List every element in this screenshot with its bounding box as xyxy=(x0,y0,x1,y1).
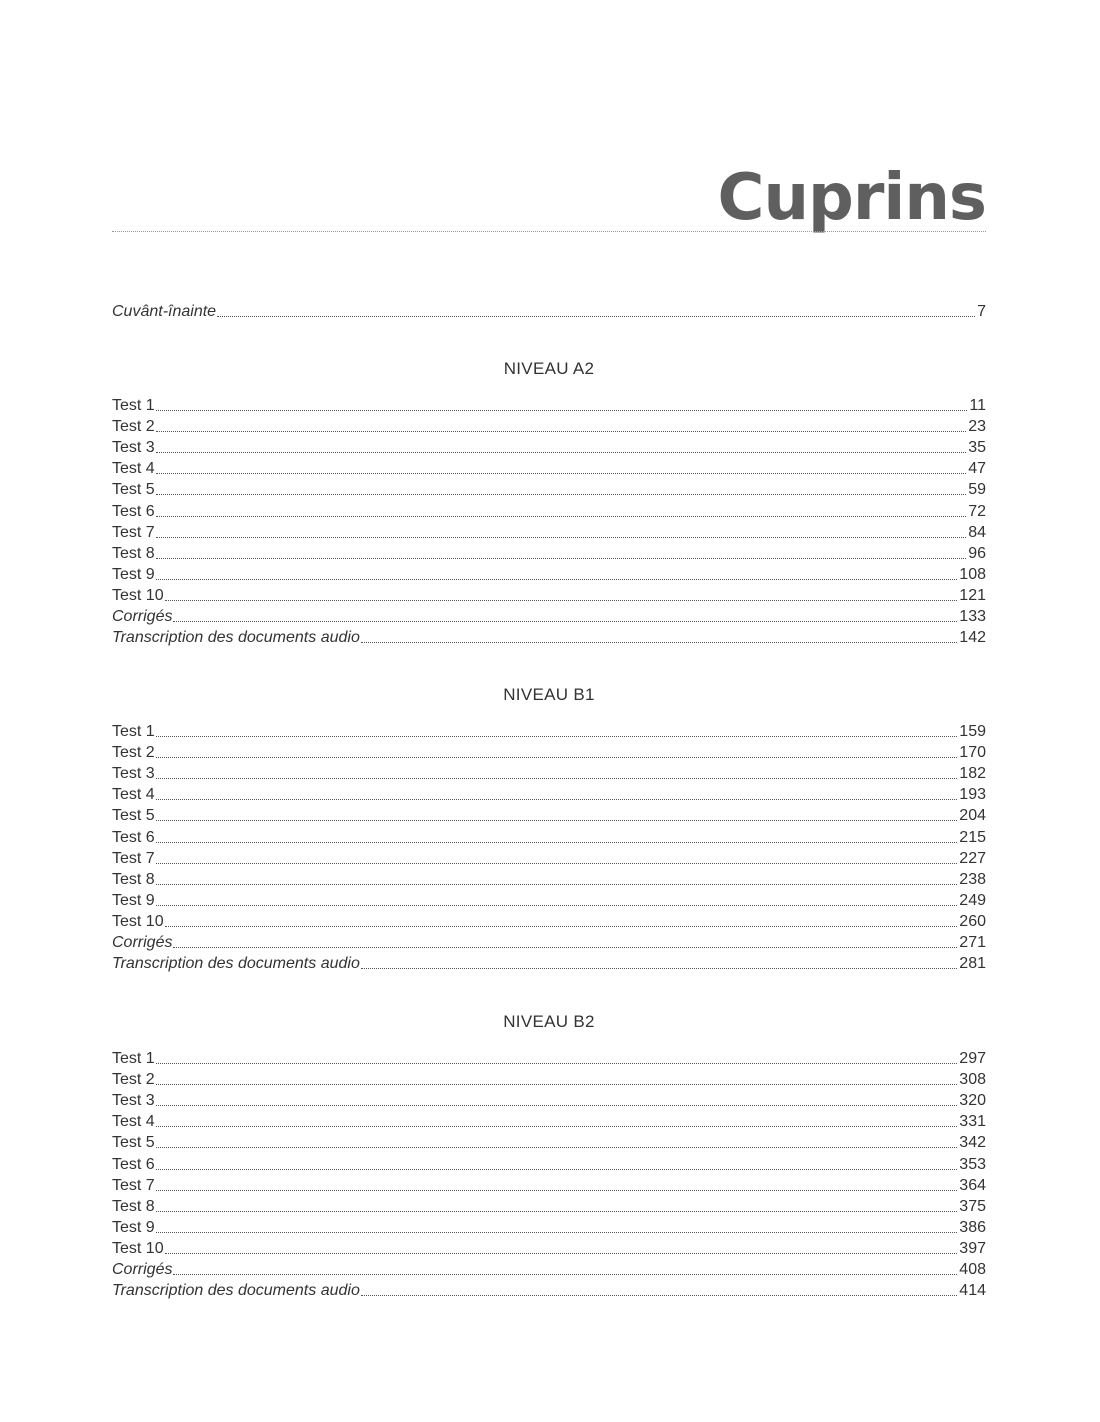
toc-entry-label: Test 8 xyxy=(112,1197,155,1215)
toc-entry[interactable] xyxy=(112,805,986,826)
toc-entry-page-number: 182 xyxy=(959,765,986,783)
dot-leader xyxy=(156,494,967,495)
toc-entry-page-number: 170 xyxy=(959,744,986,762)
dot-leader xyxy=(156,473,967,474)
toc-entry-page-number: 59 xyxy=(968,481,986,499)
dot-leader xyxy=(165,926,958,927)
toc-entry-page-number: 397 xyxy=(959,1239,986,1257)
toc-entry[interactable] xyxy=(112,1132,986,1153)
toc-entry-label: Corrigés xyxy=(112,934,173,951)
toc-entry-label: Test 7 xyxy=(112,849,155,867)
toc-entry[interactable] xyxy=(112,1217,986,1238)
dot-leader xyxy=(156,1126,958,1127)
toc-entry-foreword[interactable] xyxy=(112,301,986,322)
toc-entry-page-number: 249 xyxy=(959,891,986,909)
toc-entry[interactable] xyxy=(112,848,986,869)
toc-entry-page-number: 121 xyxy=(959,586,986,604)
toc-entry-page-number: 84 xyxy=(968,523,986,541)
toc-entry-page-number: 342 xyxy=(959,1134,986,1152)
dot-leader xyxy=(361,968,957,969)
toc-entry-label: Test 2 xyxy=(112,744,155,762)
dot-leader xyxy=(156,410,968,411)
toc-entry[interactable] xyxy=(112,1090,986,1111)
toc-entry-label: Test 1 xyxy=(112,1050,155,1067)
toc-entry[interactable] xyxy=(112,1048,986,1069)
dot-leader xyxy=(165,1253,958,1254)
toc-entry[interactable] xyxy=(112,416,986,437)
toc-entry-page-number: 375 xyxy=(959,1197,986,1215)
toc-entry-label: Test 5 xyxy=(112,807,155,825)
toc-entry[interactable] xyxy=(112,742,986,763)
dot-leader xyxy=(156,516,967,517)
dot-leader xyxy=(156,799,958,800)
toc-entry[interactable] xyxy=(112,585,986,606)
toc-entry[interactable] xyxy=(112,437,986,458)
dot-leader xyxy=(156,452,967,453)
toc-entry-label: Test 7 xyxy=(112,1176,155,1194)
toc-entry-page-number: 108 xyxy=(959,565,986,583)
dot-leader xyxy=(156,579,958,580)
toc-entry-page-number: 227 xyxy=(959,849,986,867)
dot-leader xyxy=(173,947,957,948)
dot-leader xyxy=(156,537,967,538)
toc-entry-page-number: 193 xyxy=(959,786,986,804)
toc-entry-label: Test 1 xyxy=(112,397,155,414)
toc-entry-label: Test 3 xyxy=(112,439,155,457)
toc-entry-label: Test 4 xyxy=(112,1113,155,1131)
dot-leader xyxy=(173,621,957,622)
toc-entry[interactable] xyxy=(112,1069,986,1090)
dot-leader xyxy=(156,1232,958,1233)
toc-entry-page-number: 364 xyxy=(959,1176,986,1194)
toc-entry-page-number: 204 xyxy=(959,807,986,825)
toc-entry[interactable] xyxy=(112,1111,986,1132)
dot-leader xyxy=(156,820,958,821)
toc-entry-label: Test 5 xyxy=(112,1134,155,1152)
toc-entry-label: Test 3 xyxy=(112,765,155,783)
toc-entry[interactable] xyxy=(112,606,986,627)
toc-entry-page-number: 133 xyxy=(959,608,986,625)
toc-entry-label: Cuvânt-înainte xyxy=(112,303,217,320)
toc-entry-page-number: 386 xyxy=(959,1218,986,1236)
toc-entry[interactable] xyxy=(112,827,986,848)
toc-entry-label: Test 7 xyxy=(112,523,155,541)
dot-leader xyxy=(361,1295,957,1296)
toc-entry[interactable] xyxy=(112,1259,986,1280)
toc-entry-label: Test 8 xyxy=(112,544,155,562)
dot-leader xyxy=(361,642,957,643)
toc-entry[interactable] xyxy=(112,869,986,890)
toc-entry[interactable] xyxy=(112,721,986,742)
dot-leader xyxy=(156,1211,958,1212)
toc-entry-page-number: 320 xyxy=(959,1092,986,1110)
dot-leader xyxy=(156,863,958,864)
section-heading: NIVEAU B1 xyxy=(503,685,595,704)
dot-leader xyxy=(156,1147,958,1148)
toc-entry[interactable] xyxy=(112,1196,986,1217)
dot-leader xyxy=(173,1274,957,1275)
toc-entry-page-number: 297 xyxy=(959,1050,986,1067)
toc-entry[interactable] xyxy=(112,543,986,564)
toc-entry-page-number: 331 xyxy=(959,1113,986,1131)
toc-entry-label: Test 1 xyxy=(112,723,155,740)
toc-entry-page-number: 72 xyxy=(968,502,986,520)
toc-entry[interactable] xyxy=(112,395,986,416)
toc-entry-page-number: 47 xyxy=(968,460,986,478)
toc-entry-page-number: 23 xyxy=(968,418,986,436)
toc-entry-label: Test 10 xyxy=(112,912,164,930)
toc-entry-page-number: 260 xyxy=(959,912,986,930)
dot-leader xyxy=(156,1190,958,1191)
toc-entry-page-number: 159 xyxy=(959,723,986,740)
toc-entry-page-number: 281 xyxy=(959,955,986,973)
toc-entry[interactable] xyxy=(112,479,986,500)
toc-entry-page-number: 7 xyxy=(977,303,986,320)
dot-leader xyxy=(165,600,958,601)
toc-entry-label: Test 6 xyxy=(112,828,155,846)
toc-entry-page-number: 11 xyxy=(969,397,986,414)
toc-entry[interactable] xyxy=(112,763,986,784)
toc-entry[interactable] xyxy=(112,458,986,479)
toc-entry[interactable] xyxy=(112,522,986,543)
toc-entry-label: Transcription des documents audio xyxy=(112,1282,360,1300)
toc-entry[interactable] xyxy=(112,911,986,932)
toc-entry-label: Test 3 xyxy=(112,1092,155,1110)
dot-leader xyxy=(156,905,958,906)
page-title: Cuprins xyxy=(717,161,986,235)
section-heading: NIVEAU A2 xyxy=(503,359,595,378)
toc-entry[interactable] xyxy=(112,890,986,911)
toc-entry-label: Test 2 xyxy=(112,1071,155,1089)
toc-entry[interactable] xyxy=(112,1154,986,1175)
toc-entry-label: Test 9 xyxy=(112,1218,155,1236)
dot-leader xyxy=(156,1063,958,1064)
dot-leader xyxy=(156,757,958,758)
toc-entry-label: Transcription des documents audio xyxy=(112,955,360,973)
toc-entry-page-number: 408 xyxy=(959,1261,986,1278)
dot-leader xyxy=(156,842,958,843)
toc-entry[interactable] xyxy=(112,784,986,805)
dot-leader xyxy=(156,1105,958,1106)
dot-leader xyxy=(156,778,958,779)
toc-entry-page-number: 35 xyxy=(968,439,986,457)
dot-leader xyxy=(156,884,958,885)
toc-entry-label: Test 9 xyxy=(112,891,155,909)
toc-entry[interactable] xyxy=(112,953,986,974)
toc-entry-label: Test 5 xyxy=(112,481,155,499)
dot-leader xyxy=(217,316,975,317)
toc-entry-label: Test 10 xyxy=(112,1239,164,1257)
toc-entry[interactable] xyxy=(112,627,986,648)
toc-entry-label: Test 8 xyxy=(112,870,155,888)
toc-entry-label: Transcription des documents audio xyxy=(112,629,360,647)
dot-leader xyxy=(156,1084,958,1085)
toc-entry-page-number: 96 xyxy=(968,544,986,562)
toc-entry[interactable] xyxy=(112,1238,986,1259)
toc-entry-page-number: 271 xyxy=(959,934,986,951)
toc-entry-page-number: 215 xyxy=(959,828,986,846)
toc-entry-page-number: 353 xyxy=(959,1155,986,1173)
toc-entry-page-number: 414 xyxy=(959,1282,986,1300)
toc-entry-label: Test 2 xyxy=(112,418,155,436)
toc-entry-label: Corrigés xyxy=(112,608,173,625)
dot-leader xyxy=(156,558,967,559)
toc-entry-page-number: 142 xyxy=(959,629,986,647)
title-divider xyxy=(112,231,986,232)
toc-entry-label: Test 6 xyxy=(112,502,155,520)
dot-leader xyxy=(156,1169,958,1170)
toc-entry-label: Test 6 xyxy=(112,1155,155,1173)
toc-entry[interactable] xyxy=(112,501,986,522)
toc-entry-label: Test 4 xyxy=(112,460,155,478)
toc-entry-label: Test 4 xyxy=(112,786,155,804)
toc-entry-label: Test 9 xyxy=(112,565,155,583)
dot-leader xyxy=(156,736,958,737)
toc-entry-label: Test 10 xyxy=(112,586,164,604)
toc-entry[interactable] xyxy=(112,564,986,585)
dot-leader xyxy=(156,431,967,432)
toc-entry[interactable] xyxy=(112,932,986,953)
toc-entry[interactable] xyxy=(112,1175,986,1196)
toc-entry-page-number: 308 xyxy=(959,1071,986,1089)
toc-entry-label: Corrigés xyxy=(112,1261,173,1278)
section-heading: NIVEAU B2 xyxy=(503,1012,595,1031)
toc-entry[interactable] xyxy=(112,1280,986,1301)
toc-entry-page-number: 238 xyxy=(959,870,986,888)
